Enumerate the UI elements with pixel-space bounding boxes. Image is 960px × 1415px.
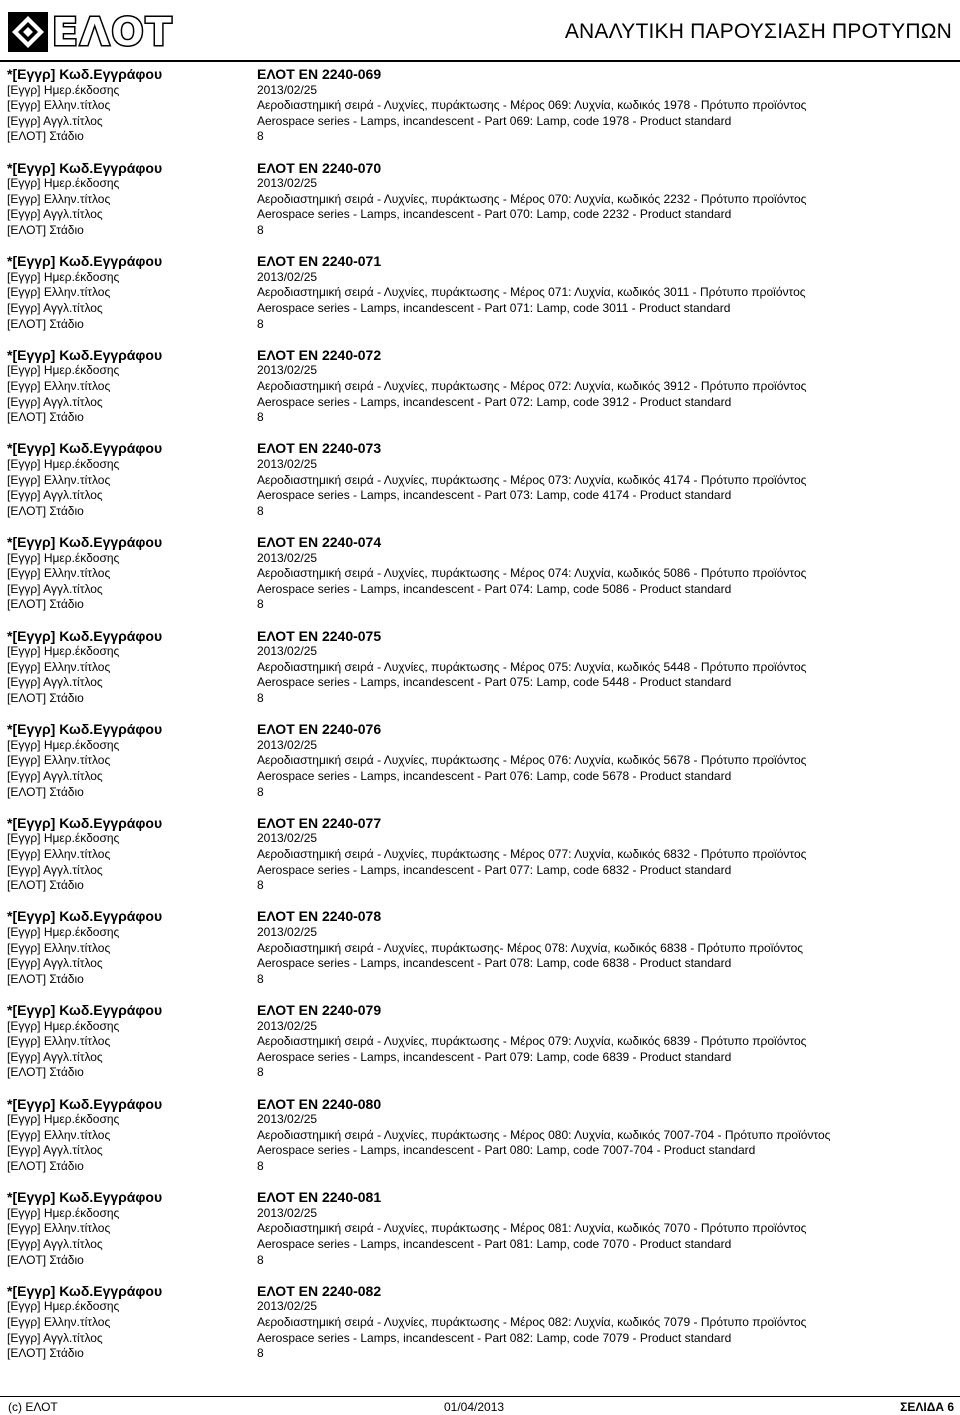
stage-row — [7, 597, 953, 613]
issue-date-label: [Εγγρ] Ημερ.έκδοσης — [7, 456, 120, 471]
english-title-label: [Εγγρ] Αγγλ.τίτλος — [7, 488, 103, 503]
stage-label: [ΕΛΟΤ] Στάδιο — [7, 222, 84, 237]
issue-date-value: 2013/02/25 — [257, 1112, 318, 1127]
page-footer — [8, 1399, 954, 1415]
issue-date-value: 2013/02/25 — [257, 82, 318, 97]
issue-date-label: [Εγγρ] Ημερ.έκδοσης — [7, 82, 120, 97]
greek-title-row — [7, 1128, 953, 1144]
stage-value: 8 — [257, 1158, 264, 1173]
document-code-value: ΕΛΟΤ EN 2240-074 — [257, 533, 382, 550]
issue-date-label: [Εγγρ] Ημερ.έκδοσης — [7, 831, 120, 846]
stage-label: [ΕΛΟΤ] Στάδιο — [7, 1065, 84, 1080]
document-code-label: *[Εγγρ] Κωδ.Εγγράφου — [7, 1282, 163, 1299]
document-code-label: *[Εγγρ] Κωδ.Εγγράφου — [7, 253, 163, 270]
stage-value: 8 — [257, 129, 264, 144]
document-code-value: ΕΛΟΤ EN 2240-071 — [257, 253, 382, 270]
greek-title-label: [Εγγρ] Ελλην.τίτλος — [7, 285, 111, 300]
document-code-label: *[Εγγρ] Κωδ.Εγγράφου — [7, 1001, 163, 1018]
document-code-row — [7, 816, 953, 832]
document-code-row — [7, 1097, 953, 1113]
english-title-row — [7, 395, 953, 411]
document-code-label: *[Εγγρ] Κωδ.Εγγράφου — [7, 814, 163, 831]
english-title-label: [Εγγρ] Αγγλ.τίτλος — [7, 768, 103, 783]
english-title-value: Aerospace series - Lamps, incandescent - Part 070: Lamp, code 2232 - Product standard — [257, 207, 732, 222]
greek-title-value: Αεροδιαστημική σειρά - Λυχνίες, πυράκτωσης - Μέρος 073: Λυχνία, κωδικός 4174 - Πρότυπο προϊόντος — [257, 472, 807, 487]
stage-row — [7, 223, 953, 239]
document-code-value: ΕΛΟΤ EN 2240-072 — [257, 346, 382, 363]
header-divider — [0, 60, 960, 62]
english-title-value: Aerospace series - Lamps, incandescent - Part 069: Lamp, code 1978 - Product standard — [257, 113, 732, 128]
greek-title-label: [Εγγρ] Ελλην.τίτλος — [7, 98, 111, 113]
english-title-label: [Εγγρ] Αγγλ.τίτλος — [7, 1143, 103, 1158]
english-title-value: Aerospace series - Lamps, incandescent - Part 071: Lamp, code 3011 - Product standard — [257, 300, 731, 315]
stage-row — [7, 1065, 953, 1081]
english-title-row — [7, 207, 953, 223]
stage-row — [7, 410, 953, 426]
greek-title-row — [7, 1034, 953, 1050]
issue-date-label: [Εγγρ] Ημερ.έκδοσης — [7, 1299, 120, 1314]
greek-title-row — [7, 98, 953, 114]
standard-record — [7, 722, 953, 816]
stage-value: 8 — [257, 690, 264, 705]
greek-title-row — [7, 192, 953, 208]
english-title-label: [Εγγρ] Αγγλ.τίτλος — [7, 956, 103, 971]
logo-text: ΕΛΟΤ — [52, 10, 174, 54]
english-title-label: [Εγγρ] Αγγλ.τίτλος — [7, 675, 103, 690]
document-code-value: ΕΛΟΤ EN 2240-073 — [257, 440, 382, 457]
english-title-label: [Εγγρ] Αγγλ.τίτλος — [7, 300, 103, 315]
stage-value: 8 — [257, 1346, 264, 1361]
stage-row — [7, 129, 953, 145]
stage-value: 8 — [257, 1065, 264, 1080]
greek-title-value: Αεροδιαστημική σειρά - Λυχνίες, πυράκτωσης- Μέρος 078: Λυχνία, κωδικός 6838 - Πρότυπο προϊόντος — [257, 940, 804, 955]
document-code-value: ΕΛΟΤ EN 2240-078 — [257, 908, 382, 925]
document-code-value: ΕΛΟΤ EN 2240-075 — [257, 627, 382, 644]
document-code-label: *[Εγγρ] Κωδ.Εγγράφου — [7, 533, 163, 550]
issue-date-value: 2013/02/25 — [257, 924, 318, 939]
standard-record — [7, 67, 953, 161]
english-title-row — [7, 1331, 953, 1347]
english-title-label: [Εγγρ] Αγγλ.τίτλος — [7, 862, 103, 877]
english-title-label: [Εγγρ] Αγγλ.τίτλος — [7, 581, 103, 596]
greek-title-label: [Εγγρ] Ελλην.τίτλος — [7, 191, 111, 206]
issue-date-value: 2013/02/25 — [257, 1205, 318, 1220]
page-title: ΑΝΑΛΥΤΙΚΗ ΠΑΡΟΥΣΙΑΣΗ ΠΡΟΤΥΠΩΝ — [564, 20, 952, 43]
elot-logo — [8, 10, 174, 54]
english-title-value: Aerospace series - Lamps, incandescent - Part 072: Lamp, code 3912 - Product standard — [257, 394, 732, 409]
issue-date-row — [7, 270, 953, 286]
english-title-row — [7, 675, 953, 691]
document-code-value: ΕΛΟΤ EN 2240-081 — [257, 1189, 382, 1206]
greek-title-value: Αεροδιαστημική σειρά - Λυχνίες, πυράκτωσης - Μέρος 081: Λυχνία, κωδικός 7070 - Πρότυπο προϊόντος — [257, 1221, 807, 1236]
issue-date-row — [7, 925, 953, 941]
document-code-row — [7, 1284, 953, 1300]
standard-record — [7, 1097, 953, 1191]
stage-label: [ΕΛΟΤ] Στάδιο — [7, 410, 84, 425]
issue-date-row — [7, 457, 953, 473]
english-title-value: Aerospace series - Lamps, incandescent - Part 082: Lamp, code 7079 - Product standard — [257, 1330, 732, 1345]
issue-date-value: 2013/02/25 — [257, 737, 318, 752]
english-title-row — [7, 1050, 953, 1066]
issue-date-value: 2013/02/25 — [257, 363, 318, 378]
issue-date-value: 2013/02/25 — [257, 644, 318, 659]
standard-record — [7, 535, 953, 629]
document-code-row — [7, 254, 953, 270]
stage-label: [ΕΛΟΤ] Στάδιο — [7, 690, 84, 705]
issue-date-label: [Εγγρ] Ημερ.έκδοσης — [7, 924, 120, 939]
greek-title-row — [7, 1315, 953, 1331]
issue-date-value: 2013/02/25 — [257, 831, 318, 846]
issue-date-label: [Εγγρ] Ημερ.έκδοσης — [7, 737, 120, 752]
english-title-label: [Εγγρ] Αγγλ.τίτλος — [7, 1330, 103, 1345]
greek-title-row — [7, 473, 953, 489]
stage-value: 8 — [257, 1252, 264, 1267]
document-code-value: ΕΛΟΤ EN 2240-082 — [257, 1282, 382, 1299]
standard-record — [7, 254, 953, 348]
standard-record — [7, 348, 953, 442]
standard-record — [7, 441, 953, 535]
greek-title-label: [Εγγρ] Ελλην.τίτλος — [7, 566, 111, 581]
document-code-row — [7, 629, 953, 645]
issue-date-label: [Εγγρ] Ημερ.έκδοσης — [7, 644, 120, 659]
document-code-label: *[Εγγρ] Κωδ.Εγγράφου — [7, 159, 163, 176]
greek-title-label: [Εγγρ] Ελλην.τίτλος — [7, 472, 111, 487]
issue-date-label: [Εγγρ] Ημερ.έκδοσης — [7, 176, 120, 191]
document-code-value: ΕΛΟΤ EN 2240-079 — [257, 1001, 382, 1018]
document-code-row — [7, 441, 953, 457]
greek-title-label: [Εγγρ] Ελλην.τίτλος — [7, 1221, 111, 1236]
stage-value: 8 — [257, 784, 264, 799]
english-title-row — [7, 114, 953, 130]
issue-date-row — [7, 551, 953, 567]
english-title-value: Aerospace series - Lamps, incandescent - Part 074: Lamp, code 5086 - Product standard — [257, 581, 732, 596]
greek-title-row — [7, 1221, 953, 1237]
document-code-value: ΕΛΟΤ EN 2240-076 — [257, 721, 382, 738]
stage-row — [7, 1253, 953, 1269]
stage-row — [7, 1346, 953, 1362]
issue-date-row — [7, 1019, 953, 1035]
issue-date-row — [7, 1112, 953, 1128]
greek-title-row — [7, 847, 953, 863]
greek-title-value: Αεροδιαστημική σειρά - Λυχνίες, πυράκτωσης - Μέρος 080: Λυχνία, κωδικός 7007-704 - Πρότυπο προϊόντος — [257, 1127, 831, 1142]
document-code-row — [7, 1003, 953, 1019]
greek-title-row — [7, 566, 953, 582]
document-code-row — [7, 67, 953, 83]
stage-row — [7, 972, 953, 988]
issue-date-row — [7, 644, 953, 660]
elot-emblem-icon — [8, 12, 48, 52]
document-code-row — [7, 348, 953, 364]
document-code-value: ΕΛΟΤ EN 2240-070 — [257, 159, 382, 176]
document-code-value: ΕΛΟΤ EN 2240-077 — [257, 814, 382, 831]
greek-title-label: [Εγγρ] Ελλην.τίτλος — [7, 378, 111, 393]
issue-date-value: 2013/02/25 — [257, 269, 318, 284]
english-title-label: [Εγγρ] Αγγλ.τίτλος — [7, 113, 103, 128]
issue-date-value: 2013/02/25 — [257, 550, 318, 565]
english-title-row — [7, 301, 953, 317]
document-code-row — [7, 722, 953, 738]
greek-title-row — [7, 941, 953, 957]
footer-date: 01/04/2013 — [444, 1400, 505, 1414]
stage-label: [ΕΛΟΤ] Στάδιο — [7, 1252, 84, 1267]
greek-title-row — [7, 753, 953, 769]
stage-value: 8 — [257, 878, 264, 893]
issue-date-row — [7, 83, 953, 99]
stage-label: [ΕΛΟΤ] Στάδιο — [7, 971, 84, 986]
english-title-row — [7, 1143, 953, 1159]
stage-label: [ΕΛΟΤ] Στάδιο — [7, 597, 84, 612]
english-title-row — [7, 769, 953, 785]
greek-title-label: [Εγγρ] Ελλην.τίτλος — [7, 659, 111, 674]
stage-value: 8 — [257, 222, 264, 237]
issue-date-value: 2013/02/25 — [257, 176, 318, 191]
document-code-label: *[Εγγρ] Κωδ.Εγγράφου — [7, 721, 163, 738]
stage-label: [ΕΛΟΤ] Στάδιο — [7, 1158, 84, 1173]
document-code-row — [7, 909, 953, 925]
standard-record — [7, 1284, 953, 1378]
stage-label: [ΕΛΟΤ] Στάδιο — [7, 316, 84, 331]
greek-title-label: [Εγγρ] Ελλην.τίτλος — [7, 1034, 111, 1049]
document-code-label: *[Εγγρ] Κωδ.Εγγράφου — [7, 440, 163, 457]
english-title-value: Aerospace series - Lamps, incandescent - Part 075: Lamp, code 5448 - Product standard — [257, 675, 732, 690]
issue-date-label: [Εγγρ] Ημερ.έκδοσης — [7, 550, 120, 565]
document-code-label: *[Εγγρ] Κωδ.Εγγράφου — [7, 1189, 163, 1206]
document-code-value: ΕΛΟΤ EN 2240-080 — [257, 1095, 382, 1112]
greek-title-value: Αεροδιαστημική σειρά - Λυχνίες, πυράκτωσης - Μέρος 076: Λυχνία, κωδικός 5678 - Πρότυπο προϊόντος — [257, 753, 807, 768]
greek-title-row — [7, 285, 953, 301]
document-code-label: *[Εγγρ] Κωδ.Εγγράφου — [7, 908, 163, 925]
english-title-row — [7, 582, 953, 598]
english-title-label: [Εγγρ] Αγγλ.τίτλος — [7, 1236, 103, 1251]
english-title-row — [7, 956, 953, 972]
greek-title-value: Αεροδιαστημική σειρά - Λυχνίες, πυράκτωσης - Μέρος 074: Λυχνία, κωδικός 5086 - Πρότυπο προϊόντος — [257, 566, 807, 581]
english-title-label: [Εγγρ] Αγγλ.τίτλος — [7, 1049, 103, 1064]
issue-date-row — [7, 831, 953, 847]
document-code-label: *[Εγγρ] Κωδ.Εγγράφου — [7, 346, 163, 363]
greek-title-value: Αεροδιαστημική σειρά - Λυχνίες, πυράκτωσης - Μέρος 079: Λυχνία, κωδικός 6839 - Πρότυπο προϊόντος — [257, 1034, 807, 1049]
stage-value: 8 — [257, 597, 264, 612]
standard-record — [7, 909, 953, 1003]
greek-title-row — [7, 379, 953, 395]
document-code-row — [7, 161, 953, 177]
document-code-row — [7, 1190, 953, 1206]
issue-date-label: [Εγγρ] Ημερ.έκδοσης — [7, 1018, 120, 1033]
english-title-value: Aerospace series - Lamps, incandescent - Part 080: Lamp, code 7007-704 - Product standard — [257, 1143, 756, 1158]
stage-label: [ΕΛΟΤ] Στάδιο — [7, 129, 84, 144]
english-title-value: Aerospace series - Lamps, incandescent - Part 079: Lamp, code 6839 - Product standard — [257, 1049, 732, 1064]
issue-date-label: [Εγγρ] Ημερ.έκδοσης — [7, 269, 120, 284]
greek-title-value: Αεροδιαστημική σειρά - Λυχνίες, πυράκτωσης - Μέρος 077: Λυχνία, κωδικός 6832 - Πρότυπο προϊόντος — [257, 846, 807, 861]
issue-date-row — [7, 738, 953, 754]
stage-value: 8 — [257, 971, 264, 986]
stage-value: 8 — [257, 316, 264, 331]
issue-date-row — [7, 1299, 953, 1315]
stage-row — [7, 317, 953, 333]
issue-date-value: 2013/02/25 — [257, 1299, 318, 1314]
greek-title-label: [Εγγρ] Ελλην.τίτλος — [7, 940, 111, 955]
greek-title-value: Αεροδιαστημική σειρά - Λυχνίες, πυράκτωσης - Μέρος 082: Λυχνία, κωδικός 7079 - Πρότυπο προϊόντος — [257, 1314, 807, 1329]
greek-title-value: Αεροδιαστημική σειρά - Λυχνίες, πυράκτωσης - Μέρος 072: Λυχνία, κωδικός 3912 - Πρότυπο προϊόντος — [257, 378, 807, 393]
document-code-label: *[Εγγρ] Κωδ.Εγγράφου — [7, 66, 163, 82]
stage-row — [7, 1159, 953, 1175]
greek-title-value: Αεροδιαστημική σειρά - Λυχνίες, πυράκτωσης - Μέρος 071: Λυχνία, κωδικός 3011 - Πρότυπο προϊόντος — [257, 285, 806, 300]
stage-label: [ΕΛΟΤ] Στάδιο — [7, 878, 84, 893]
footer-page-number: ΣΕΛΙΔΑ 6 — [900, 1400, 954, 1414]
greek-title-label: [Εγγρ] Ελλην.τίτλος — [7, 753, 111, 768]
english-title-value: Aerospace series - Lamps, incandescent - Part 076: Lamp, code 5678 - Product standard — [257, 768, 732, 783]
document-code-label: *[Εγγρ] Κωδ.Εγγράφου — [7, 627, 163, 644]
greek-title-value: Αεροδιαστημική σειρά - Λυχνίες, πυράκτωσης - Μέρος 069: Λυχνία, κωδικός 1978 - Πρότυπο προϊόντος — [257, 98, 807, 113]
footer-divider — [0, 1396, 960, 1397]
stage-row — [7, 691, 953, 707]
standards-list — [7, 67, 953, 1377]
issue-date-label: [Εγγρ] Ημερ.έκδοσης — [7, 363, 120, 378]
standard-record — [7, 1003, 953, 1097]
document-code-value: ΕΛΟΤ EN 2240-069 — [257, 66, 382, 82]
standard-record — [7, 161, 953, 255]
english-title-value: Aerospace series - Lamps, incandescent - Part 073: Lamp, code 4174 - Product standard — [257, 488, 732, 503]
stage-row — [7, 878, 953, 894]
stage-label: [ΕΛΟΤ] Στάδιο — [7, 1346, 84, 1361]
english-title-row — [7, 1237, 953, 1253]
document-code-row — [7, 535, 953, 551]
english-title-label: [Εγγρ] Αγγλ.τίτλος — [7, 394, 103, 409]
greek-title-label: [Εγγρ] Ελλην.τίτλος — [7, 1127, 111, 1142]
issue-date-value: 2013/02/25 — [257, 456, 318, 471]
english-title-row — [7, 863, 953, 879]
greek-title-value: Αεροδιαστημική σειρά - Λυχνίες, πυράκτωσης - Μέρος 075: Λυχνία, κωδικός 5448 - Πρότυπο προϊόντος — [257, 659, 807, 674]
stage-row — [7, 504, 953, 520]
standard-record — [7, 629, 953, 723]
footer-copyright: (c) ΕΛΟΤ — [8, 1400, 58, 1414]
stage-row — [7, 785, 953, 801]
issue-date-row — [7, 363, 953, 379]
english-title-value: Aerospace series - Lamps, incandescent - Part 077: Lamp, code 6832 - Product standard — [257, 862, 732, 877]
issue-date-label: [Εγγρ] Ημερ.έκδοσης — [7, 1205, 120, 1220]
english-title-row — [7, 488, 953, 504]
greek-title-label: [Εγγρ] Ελλην.τίτλος — [7, 846, 111, 861]
greek-title-row — [7, 660, 953, 676]
english-title-value: Aerospace series - Lamps, incandescent - Part 078: Lamp, code 6838 - Product standard — [257, 956, 732, 971]
document-code-label: *[Εγγρ] Κωδ.Εγγράφου — [7, 1095, 163, 1112]
standard-record — [7, 816, 953, 910]
greek-title-label: [Εγγρ] Ελλην.τίτλος — [7, 1314, 111, 1329]
issue-date-row — [7, 176, 953, 192]
greek-title-value: Αεροδιαστημική σειρά - Λυχνίες, πυράκτωσης - Μέρος 070: Λυχνία, κωδικός 2232 - Πρότυπο προϊόντος — [257, 191, 807, 206]
english-title-value: Aerospace series - Lamps, incandescent - Part 081: Lamp, code 7070 - Product standard — [257, 1236, 732, 1251]
stage-value: 8 — [257, 503, 264, 518]
issue-date-label: [Εγγρ] Ημερ.έκδοσης — [7, 1112, 120, 1127]
stage-label: [ΕΛΟΤ] Στάδιο — [7, 503, 84, 518]
english-title-label: [Εγγρ] Αγγλ.τίτλος — [7, 207, 103, 222]
page-header — [0, 0, 960, 62]
stage-label: [ΕΛΟΤ] Στάδιο — [7, 784, 84, 799]
issue-date-value: 2013/02/25 — [257, 1018, 318, 1033]
stage-value: 8 — [257, 410, 264, 425]
issue-date-row — [7, 1206, 953, 1222]
standard-record — [7, 1190, 953, 1284]
